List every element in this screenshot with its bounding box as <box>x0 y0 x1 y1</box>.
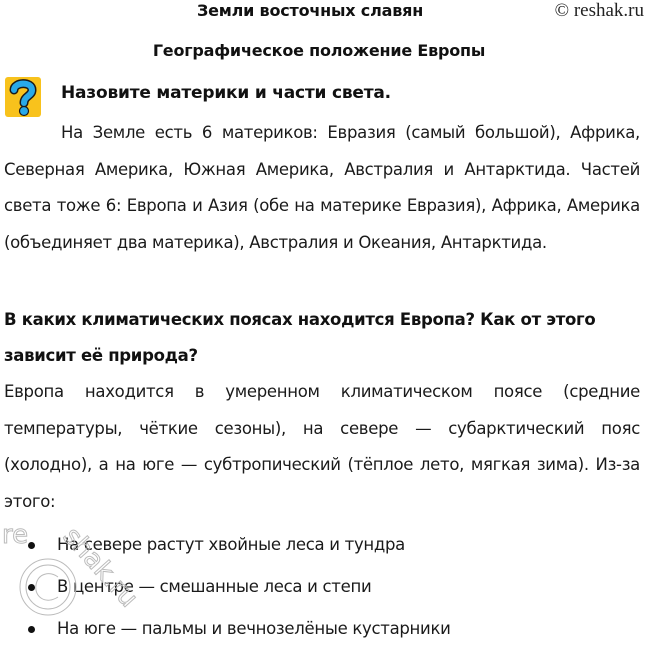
list-item <box>0 610 451 652</box>
bullet-icon <box>28 626 35 633</box>
list-item-text: На юге — пальмы и вечнозелёные кустарники <box>57 619 451 638</box>
task1-answer: На Земле есть 6 материков: Евразия (самый большой), Африка, Северная Америка, Южная Америка, Австралия и Антарктида. Частей света тоже 6: Европа и Азия (обе на материке Евразия), Африка, Америка (объединяет два материка), Австралия и Океания, Антарктида. <box>4 123 640 252</box>
svg-text:re: re <box>2 520 29 550</box>
list-item <box>0 526 451 568</box>
list-item-text: В центре — смешанные леса и степи <box>57 577 372 596</box>
task2-bullet-list <box>0 526 451 652</box>
section-title: Географическое положение Европы <box>152 41 486 60</box>
copyright-label: © reshak.ru <box>554 0 644 21</box>
svg-text:shak.ru: shak.ru <box>56 521 144 614</box>
chapter-title: Земли восточных славян <box>196 1 424 20</box>
bullet-icon <box>28 542 35 549</box>
list-item-text: На севере растут хвойные леса и тундра <box>57 535 405 554</box>
task2-answer: Европа находится в умеренном климатическом поясе (средние температуры, чёткие сезоны), на севере — субарктический пояс (холодно), а на юге — субтропический (тёплое лето, мягкая зима). Из-за этого: <box>4 382 640 511</box>
bullet-icon <box>28 584 35 591</box>
task2-question: В каких климатических поясах находится Европа? Как от этого зависит её природа? <box>4 310 596 365</box>
question-mark-icon <box>5 77 41 117</box>
list-item <box>0 568 451 610</box>
task1-question: Назовите материки и части света. <box>61 83 391 103</box>
